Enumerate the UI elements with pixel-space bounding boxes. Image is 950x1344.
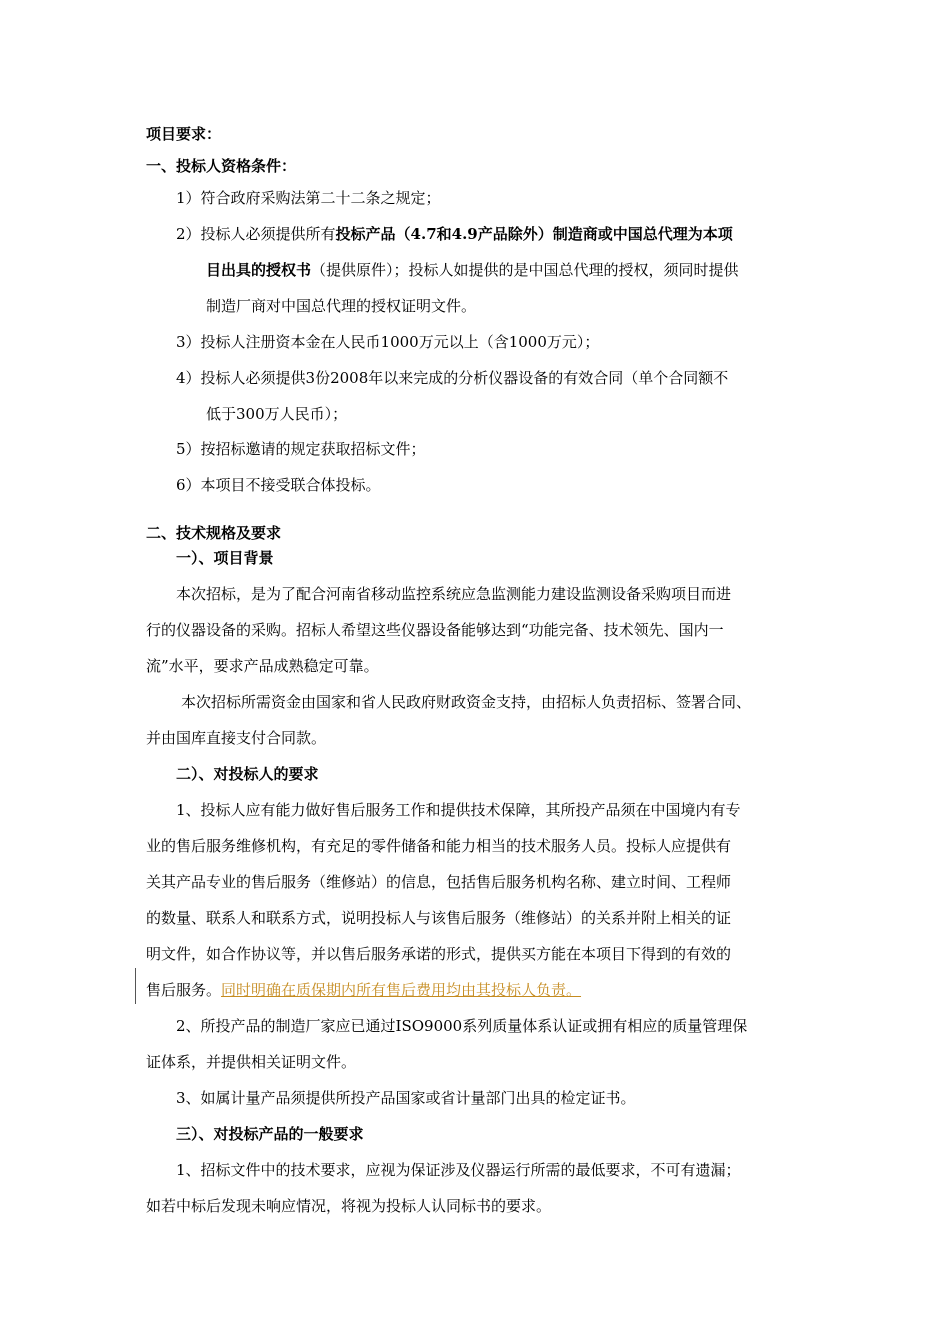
sub1-title: 一）、项目背景 [176,549,274,567]
sub2-p1-line1: 1、投标人应有能力做好售后服务工作和提供技术保障，其所投产品须在中国境内有专 [176,801,741,819]
s1-item2-line1 [176,224,733,244]
sub2-p1-line6 [146,980,581,1000]
sub1-p2-line1: 本次招标所需资金由国家和省人民政府财政资金支持，由招标人负责招标、签署合同、 [181,693,752,711]
sub2-p2-line2: 证体系，并提供相关证明文件。 [146,1053,357,1071]
doc-heading: 项目要求： [146,125,222,143]
sub1-p1-line2: 行的仪器设备的采购。招标人希望这些仪器设备能够达到“功能完备、技术领先、国内一 [146,621,724,639]
sub2-p1-line3: 关其产品专业的售后服务（维修站）的信息，包括售后服务机构名称、建立时间、工程师 [146,873,732,891]
s1-item4-line2: 低于300万人民币）； [206,405,348,423]
sub2-p1-line4: 的数量、联系人和联系方式，说明投标人与该售后服务（维修站）的关系并附上相关的证 [146,909,732,927]
section2-title: 二、技术规格及要求 [146,524,282,542]
tracked-insertion-text: 同时明确在质保期内所有售后费用均由其投标人负责。 [221,981,582,999]
sub2-p3: 3、如属计量产品须提供所投产品国家或省计量部门出具的检定证书。 [176,1089,636,1107]
section1-title: 一、投标人资格条件： [146,157,297,175]
s1-item1: 1）符合政府采购法第二十二条之规定； [176,189,441,207]
sub2-p1-line6-text: 售后服务。 [146,981,222,999]
s1-item2-line2-bold: 目出具的授权书 [206,261,312,279]
sub2-p2-line1: 2、所投产品的制造厂家应已通过ISO9000系列质量体系认证或拥有相应的质量管理保 [176,1017,748,1035]
s1-item2-line1-prefix: 2）投标人必须提供所有 [176,225,336,243]
s1-item2-line3: 制造厂商对中国总代理的授权证明文件。 [206,297,477,315]
sub1-p2-line2: 并由国库直接支付合同款。 [146,729,327,747]
sub3-p1-line1: 1、招标文件中的技术要求，应视为保证涉及仪器运行所需的最低要求，不可有遗漏； [176,1161,741,1179]
s1-item4-line1: 4）投标人必须提供3份2008年以来完成的分析仪器设备的有效合同（单个合同额不 [176,369,729,387]
s1-item2-line2 [206,260,739,280]
sub1-p1-line1: 本次招标，是为了配合河南省移动监控系统应急监测能力建设监测设备采购项目而进 [176,585,732,603]
sub2-p1-line2: 业的售后服务维修机构，有充足的零件储备和能力相当的技术服务人员。投标人应提供有 [146,837,732,855]
sub1-p1-line3: 流”水平，要求产品成熟稳定可靠。 [146,657,379,675]
s1-item6: 6）本项目不接受联合体投标。 [176,476,381,494]
sub3-p1-line2: 如若中标后发现未响应情况，将视为投标人认同标书的要求。 [146,1197,552,1215]
change-bar [135,968,136,1004]
s1-item3: 3）投标人注册资本金在人民币1000万元以上（含1000万元）； [176,333,600,351]
s1-item2-line1-bold: 投标产品（4.7和4.9产品除外）制造商或中国总代理为本项 [335,225,733,243]
s1-item2-line2-rest: （提供原件）；投标人如提供的是中国总代理的授权，须同时提供 [311,261,739,279]
sub2-title: 二）、对投标人的要求 [176,765,319,783]
s1-item5: 5）按招标邀请的规定获取招标文件； [176,440,426,458]
sub3-title: 三）、对投标产品的一般要求 [176,1125,364,1143]
sub2-p1-line5: 明文件，如合作协议等，并以售后服务承诺的形式，提供买方能在本项目下得到的有效的 [146,945,732,963]
